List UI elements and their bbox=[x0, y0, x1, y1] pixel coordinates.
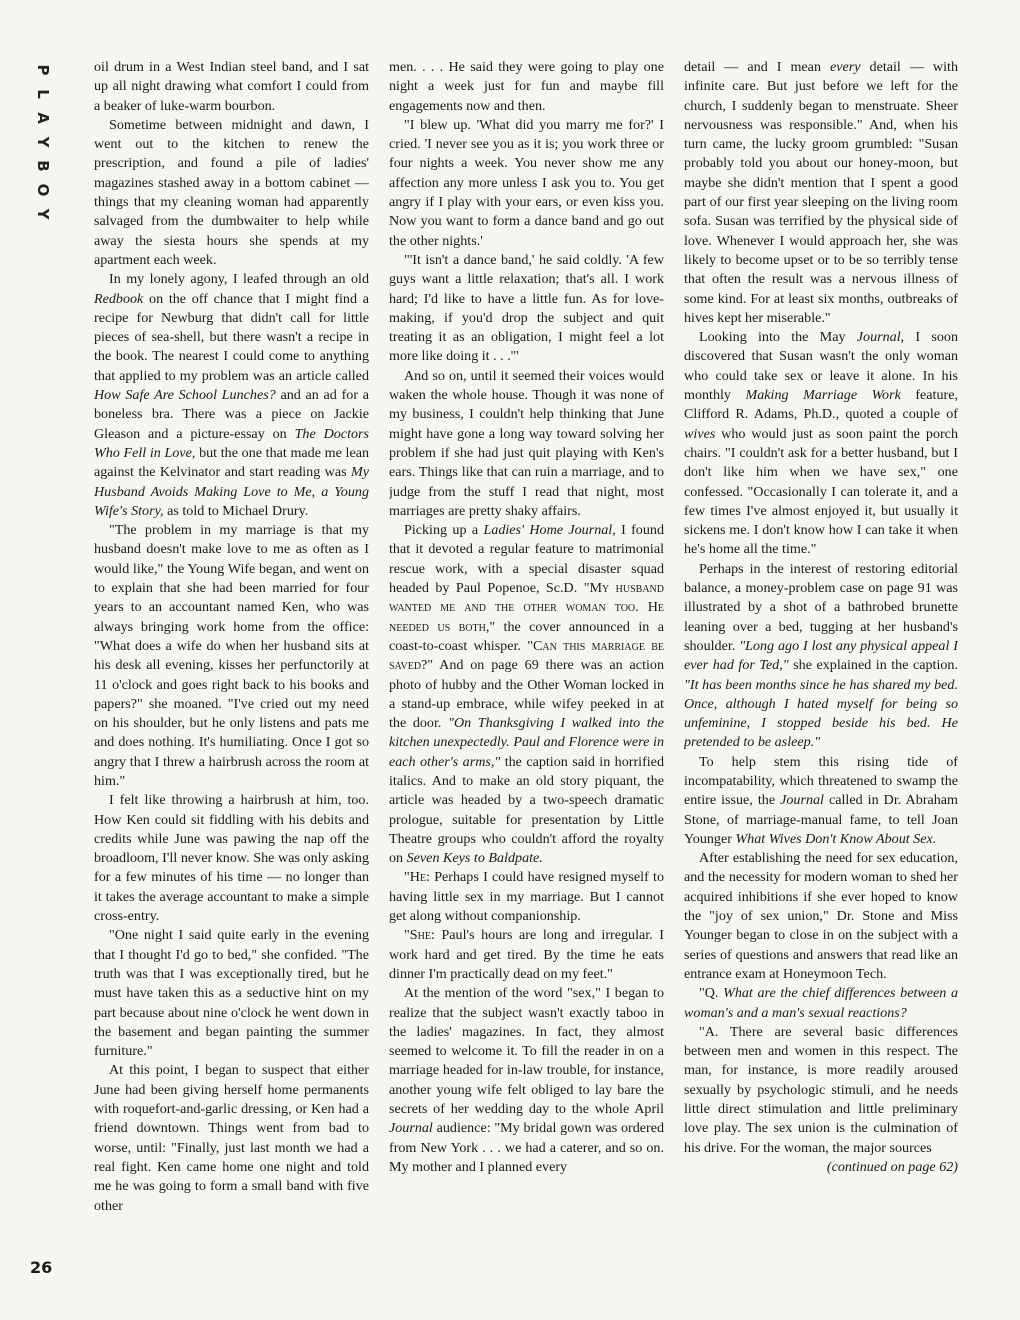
paragraph: In my lonely agony, I leafed through an old Redbook on the off chance that I might find a recipe for Newburg that didn't call for little pieces of sea-shell, but there wasn't a recipe in the book. The nearest I could come to anything that applied to my problem was an article called How Safe Are School Lunches? and an ad for a boneless bra. There was a piece on Jackie Gleason and a picture-essay on The Doctors Who Fell in Love, but the one that made me lean against the Kelvinator and start reading was My Husband Avoids Making Love to Me, a Young Wife's Story, as told to Michael Drury. bbox=[94, 271, 369, 519]
text-column-2 bbox=[389, 58, 664, 1306]
paragraph: detail — and I mean every detail — with infinite care. But just before we left for the church, I suddenly began to menstruate. Sheer nervousness was responsible." And, when his turn came, the lucky groom grumbled: "Susan probably told you about our honey-moon, but maybe she didn't mention that I spent a good part of our first year sleeping on the living room sofa. Susan was terrified by the physical side of love. Whenever I would approach her, she was likely to become upset or to be so terribly tense that often the result was a nervous illness of some kind. For at least six months, outbreaks of hives kept her miserable." bbox=[684, 59, 958, 326]
paragraph: Sometime between midnight and dawn, I went out to the kitchen to renew the prescription, and found a pile of ladies' magazines stashed away in a bottom cabinet — things that my cleaning woman had apparently salvaged from the dumbwaiter to help while away the siesta hours she spends at my apartment each week. bbox=[94, 116, 369, 268]
paragraph: And so on, until it seemed their voices would waken the whole house. Though it was none of my business, I couldn't help thinking that June might have gone a long way toward solving her problem if she had just quit playing with Ken's ears. Things like that can ruin a marriage, and to judge from the stuff I read that night, most marriages are pretty shaky affairs. bbox=[389, 367, 664, 519]
paragraph: At the mention of the word "sex," I began to realize that the subject wasn't exactly taboo in the ladies' magazines. In fact, they almost seemed to welcome it. To fill the reader in on a marriage headed for in-law trouble, for instance, another young wife felt obliged to lay bare the secrets of her wedding day to the whole April Journal audience: "My bridal gown was ordered from New York . . . we had a caterer, and so on. My mother and I planned every bbox=[389, 985, 664, 1175]
paragraph: oil drum in a West Indian steel band, and I sat up all night drawing what comfort I could from a beaker of luke-warm bourbon. bbox=[94, 59, 369, 114]
magazine-name-letter: O bbox=[34, 183, 52, 197]
magazine-name-letters bbox=[34, 58, 52, 226]
paragraph: "'It isn't a dance band,' he said coldly. 'A few guys want a little relaxation; that's all. I work hard; I'd like to have a little fun. As for love-making, if you'd drop the subject and quit treating it as an obligation, I might feel a lot more like doing it . . .'" bbox=[389, 251, 664, 365]
paragraph: "I blew up. 'What did you marry me for?' I cried. 'I never see you as it is; you work three or four nights a week. You never show me any affection any more unless I ask you to. You get angry if I play with your ears, or even kiss you. Now you want to form a dance band and go out the other nights.' bbox=[389, 116, 664, 249]
text-column-1 bbox=[94, 58, 369, 1306]
paragraph: Picking up a Ladies' Home Journal, I found that it devoted a regular feature to matrimonial rescue work, with a special disaster squad headed by Paul Popenoe, Sc.D. "My husband wanted me and the other woman too. He needed us both," the cover announced in a coast-to-coast whisper. "Can this marriage be saved?" And on page 69 there was an action photo of hubby and the Other Woman locked in a stand-up embrace, while wifey peeked in at the door. "On Thanksgiving I walked into the kitchen unexpectedly. Paul and Florence were in each other's arms," the caption said in horrified italics. And to make an old story piquant, the article was headed by a two-speech dramatic prologue, suitable for presentation by Little Theatre groups who couldn't afford the royalty on Seven Keys to Baldpate. bbox=[389, 522, 664, 867]
paragraph: "He: Perhaps I could have resigned myself to having little sex in my marriage. But I cannot get along without companionship. bbox=[389, 869, 664, 925]
paragraph: "A. There are several basic differences between men and women in this respect. The man, for instance, is more readily aroused sexually by psychologic stimuli, and he needs little direct stimulation and little preliminary love play. The sex union is the culmination of his drive. For the woman, the major sources bbox=[684, 1023, 958, 1156]
paragraph: "One night I said quite early in the evening that I thought I'd go to bed," she confided. "The truth was that I was exceptionally tired, but he must have taken this as a seductive hint on my part because about nine o'clock he went down in the basement and began painting the summer furniture." bbox=[94, 927, 369, 1060]
magazine-name-letter: B bbox=[34, 160, 52, 172]
magazine-name-vertical bbox=[34, 58, 52, 226]
paragraph: Looking into the May Journal, I soon discovered that Susan wasn't the only woman who could take sex or leave it alone. In his monthly Making Marriage Work feature, Clifford R. Adams, Ph.D., quoted a couple of wives who would just as soon paint the porch chairs. "I couldn't ask for a better husband, but I don't like him when we have sex," one confessed. "Occasionally I can tolerate it, and a few times I've almost enjoyed it, but usually it sickens me. I don't know how I can take it when he's home all the time." bbox=[684, 329, 958, 558]
paragraph: To help stem this rising tide of incompatability, which threatened to swamp the entire issue, the Journal called in Dr. Abraham Stone, of marriage-manual fame, to tell Joan Younger What Wives Don't Know About Sex. bbox=[684, 753, 958, 847]
text-column-3 bbox=[684, 58, 958, 1306]
magazine-name-letter: P bbox=[34, 64, 52, 76]
paragraph: men. . . . He said they were going to play one night a week just for fun and maybe fill engagements now and then. bbox=[389, 59, 664, 114]
continued-note: (continued on page 62) bbox=[826, 1158, 958, 1175]
paragraph: After establishing the need for sex education, and the necessity for modern woman to shed her acquired inhibitions if she ever hoped to know the "joy of sex union," Dr. Stone and Miss Younger began to close in on the subject with a series of questions and answers that read like an entrance exam at Honeymoon Tech. bbox=[684, 850, 958, 982]
magazine-name-letter: Y bbox=[34, 136, 52, 148]
magazine-name-letter: Y bbox=[34, 208, 52, 220]
paragraph: "The problem in my marriage is that my husband doesn't make love to me as often as I would like," the Young Wife began, and went on to explain that she had been married for four years to an accountant named Ken, who was always bringing work home from the office: "What does a wife do when her husband sits at his desk all evening, kisses her perfunctorily at 11 o'clock and goes right back to his books and papers?" she moaned. "I've cried out my need on his shoulder, but he only listens and pats me and does nothing. It's humiliating. Once I got so angry that I threw a hairbrush across the room at him." bbox=[94, 522, 369, 789]
page-number: 26 bbox=[30, 1258, 53, 1277]
magazine-name-letter: L bbox=[34, 89, 52, 99]
paragraph: "She: Paul's hours are long and irregular. I work hard and get tired. By the time he eats dinner I'm practically dead on my feet." bbox=[389, 927, 664, 982]
paragraph: I felt like throwing a hairbrush at him, too. How Ken could sit fiddling with his debits and credits while June was pawing the nap off the broadloom, I'll never know. She was only asking for a few minutes of his time — no longer than it takes the average accountant to make a simple cross-entry. bbox=[94, 792, 369, 925]
paragraph: At this point, I began to suspect that either June had been giving herself home permanents with roquefort-and-garlic dressing, or Ken had a friend downtown. Things went from bad to worse, until: "Finally, just last month we had a real fight. Ken came home one night and told me he was going to form a small band with five other bbox=[94, 1062, 369, 1214]
magazine-name-letter: A bbox=[34, 112, 52, 124]
paragraph: "Q. What are the chief differences between a woman's and a man's sexual reactions? bbox=[684, 985, 958, 1021]
paragraph: Perhaps in the interest of restoring editorial balance, a money-problem case on page 91 was illustrated by a shot of a bathrobed brunette leaning over a bed, tugging at her husband's shoulder. "Long ago I lost any physical appeal I ever had for Ted," she explained in the caption. "It has been months since he has shared my bed. Once, although I hated myself for being so unfeminine, I stopped beside his bed. He pretended to be asleep." bbox=[684, 560, 958, 751]
